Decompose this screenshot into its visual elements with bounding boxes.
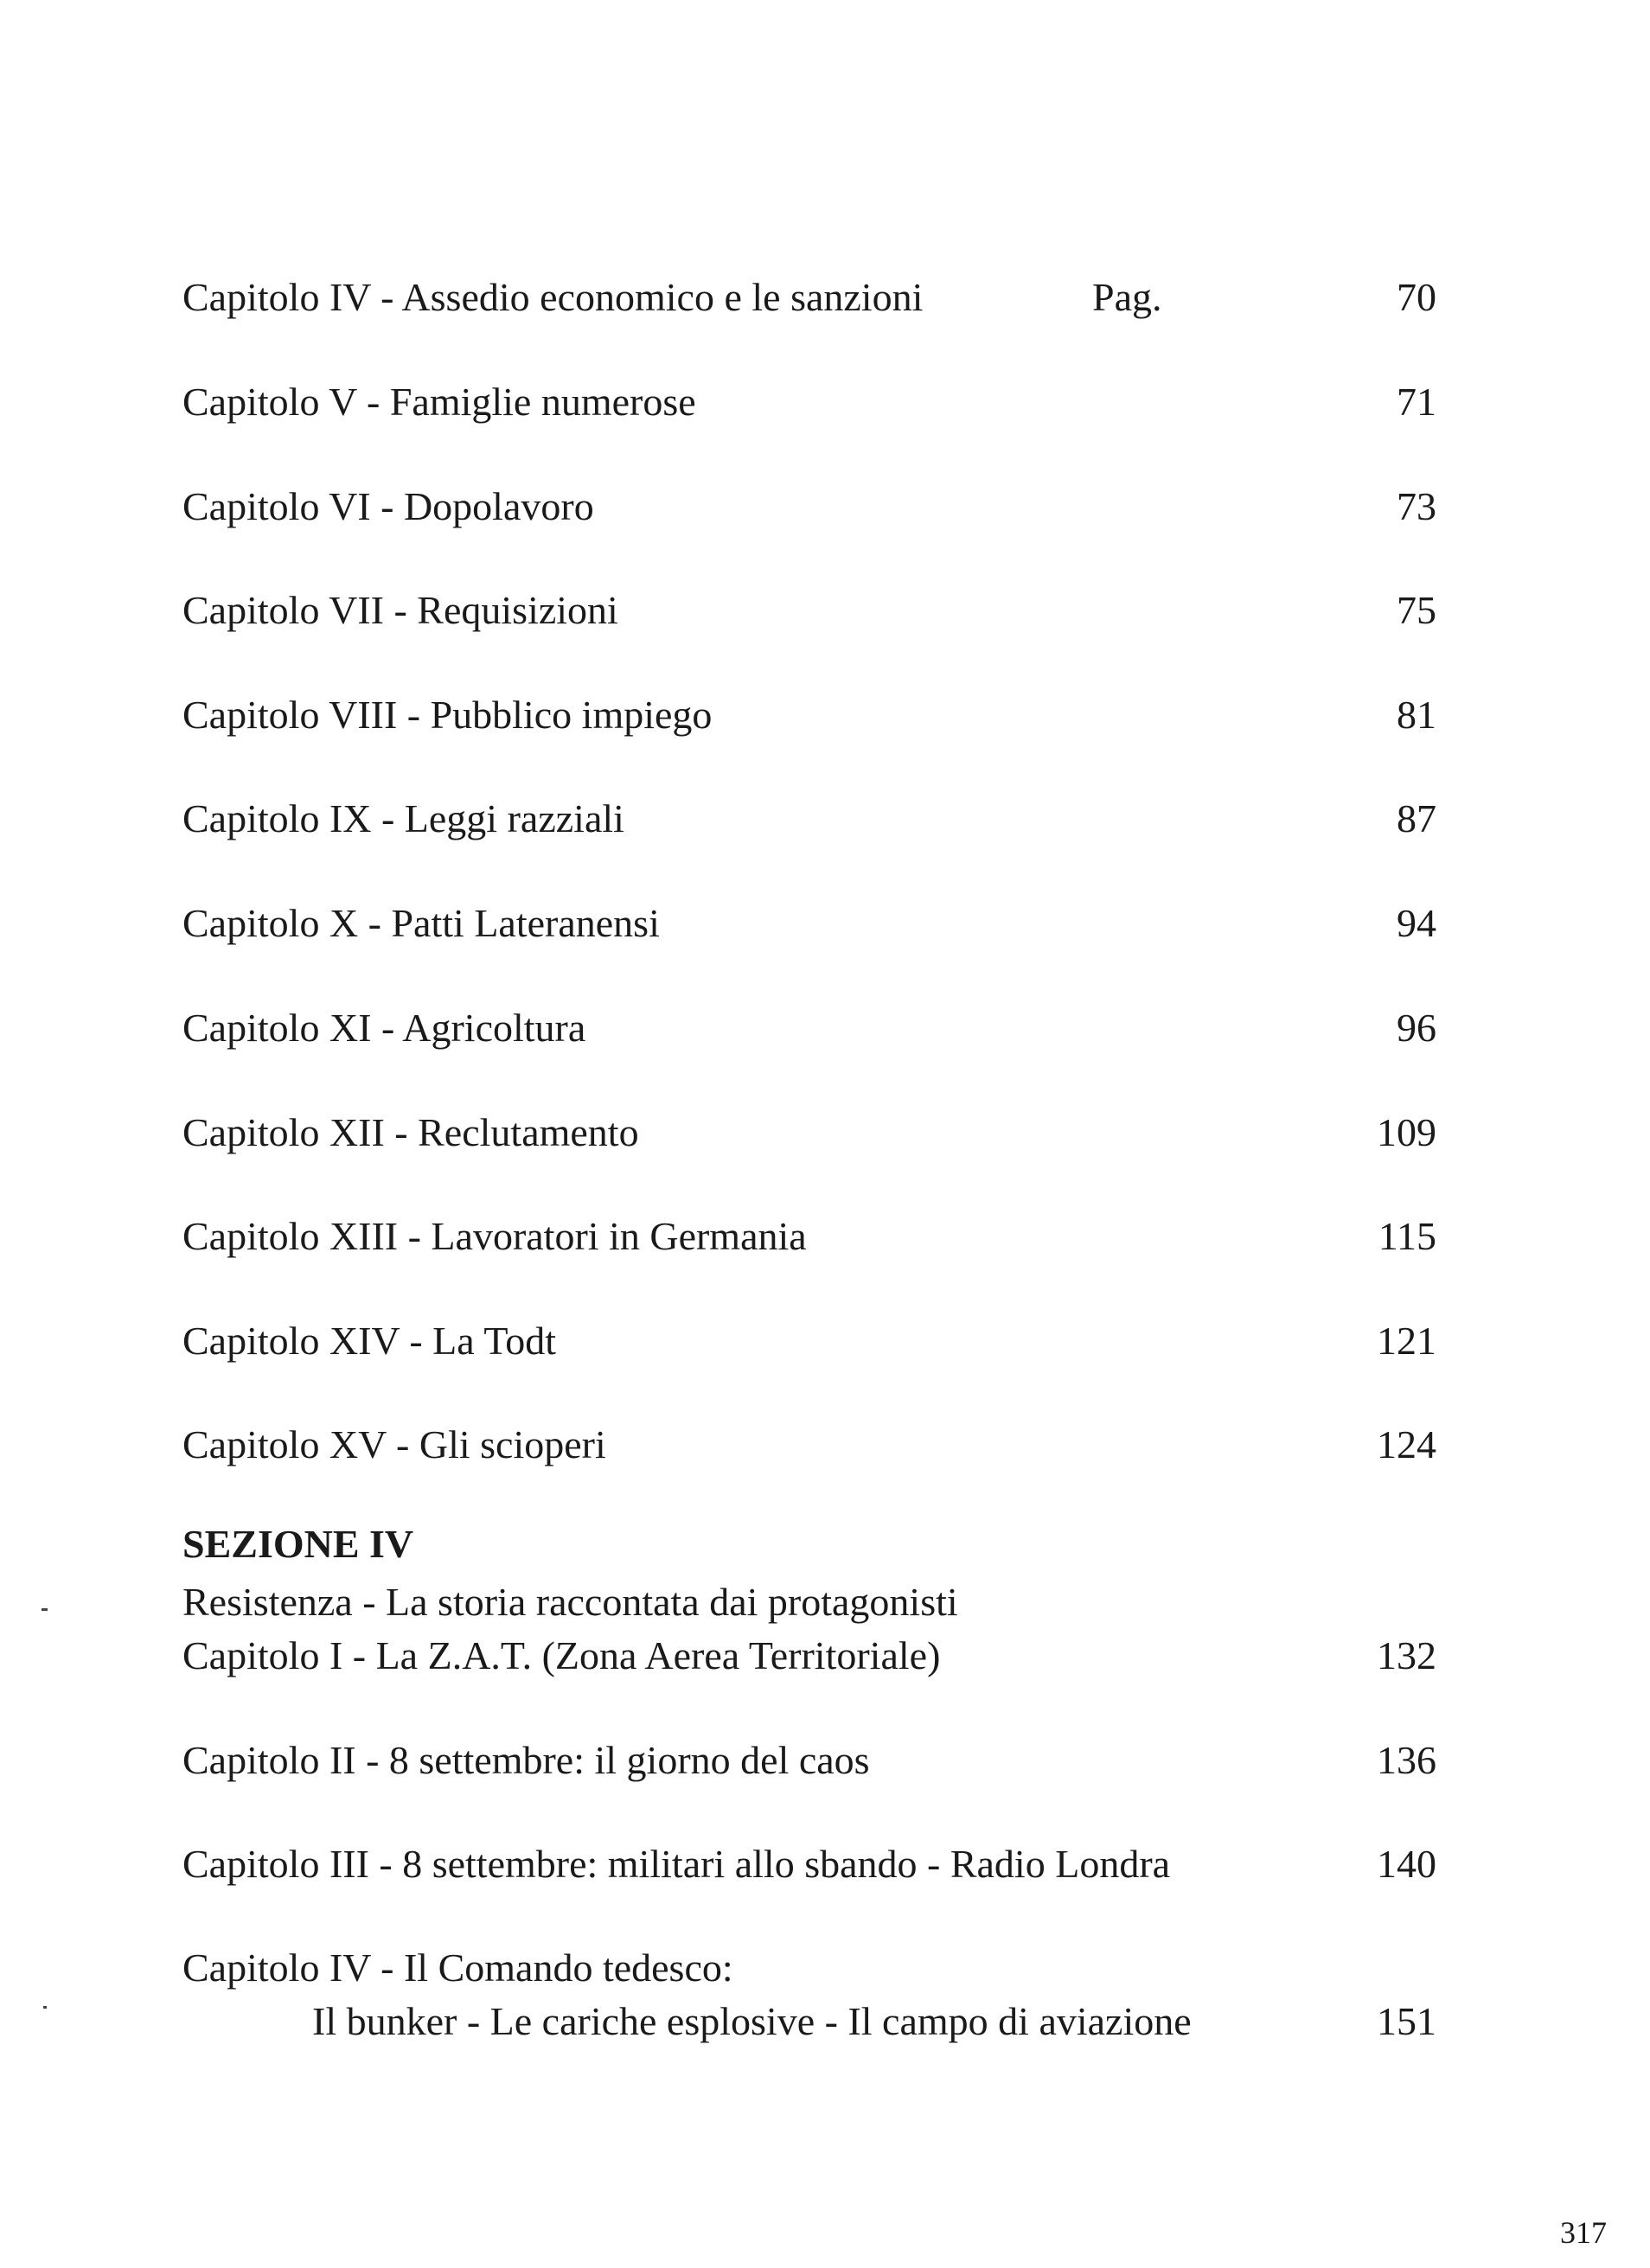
scan-speck — [43, 2006, 47, 2009]
toc-entry-page: 115 — [1378, 1214, 1436, 1258]
page-column-label: Pag. — [1092, 275, 1162, 319]
toc-entry-page: 109 — [1377, 1110, 1436, 1154]
toc-entry-title: Capitolo VII - Requisizioni — [182, 588, 618, 632]
toc-entry-title: Capitolo IV - Assedio economico e le sanzioni — [182, 275, 924, 319]
toc-entry-title: Capitolo VI - Dopolavoro — [182, 484, 594, 528]
toc-entry-title: Capitolo XII - Reclutamento — [182, 1110, 639, 1154]
toc-entry-title: Capitolo XIV - La Todt — [182, 1319, 557, 1363]
toc-entry-page: 71 — [1397, 380, 1436, 424]
page-number: 317 — [1560, 2215, 1607, 2250]
toc-entry-title: Capitolo IX - Leggi razziali — [182, 796, 624, 840]
toc-entry-title: Capitolo III - 8 settembre: militari allo sbando - Radio Londra — [182, 1842, 1171, 1886]
toc-entry-page: 151 — [1377, 1999, 1436, 2043]
toc-entry-page: 75 — [1397, 588, 1436, 632]
toc-entry-page: 136 — [1377, 1738, 1436, 1782]
section-subtitle: Resistenza - La storia raccontata dai protagonisti — [182, 1580, 958, 1624]
toc-entry-page: 81 — [1397, 693, 1436, 737]
section-heading: SEZIONE IV — [182, 1522, 414, 1566]
toc-entry-title: Capitolo XI - Agricoltura — [182, 1006, 586, 1050]
toc-entry-page: 94 — [1397, 901, 1436, 945]
toc-entry-title: Capitolo I - La Z.A.T. (Zona Aerea Territoriale) — [182, 1633, 941, 1677]
toc-entry-page: 87 — [1397, 796, 1436, 840]
toc-entry-title: Capitolo X - Patti Lateranensi — [182, 901, 660, 945]
toc-entry-page: 124 — [1377, 1422, 1436, 1466]
scan-speck — [42, 1608, 48, 1611]
toc-entry-page: 121 — [1377, 1319, 1436, 1363]
toc-entry-title: Capitolo VIII - Pubblico impiego — [182, 693, 713, 737]
toc-entry-title: Capitolo IV - Il Comando tedesco: — [182, 1945, 733, 1990]
toc-entry-title: Il bunker - Le cariche esplosive - Il campo di aviazione — [312, 1999, 1192, 2043]
toc-entry-title: Capitolo XIII - Lavoratori in Germania — [182, 1214, 807, 1258]
toc-entry-title: Capitolo V - Famiglie numerose — [182, 380, 696, 424]
toc-entry-title: Capitolo II - 8 settembre: il giorno del caos — [182, 1738, 870, 1782]
toc-entry-page: 140 — [1377, 1842, 1436, 1886]
toc-entry-page: 96 — [1397, 1006, 1436, 1050]
toc-entry-title: Capitolo XV - Gli scioperi — [182, 1422, 606, 1466]
toc-entry-page: 132 — [1377, 1633, 1436, 1677]
toc-entry-page: 70 — [1397, 275, 1436, 319]
toc-entry-page: 73 — [1397, 484, 1436, 528]
